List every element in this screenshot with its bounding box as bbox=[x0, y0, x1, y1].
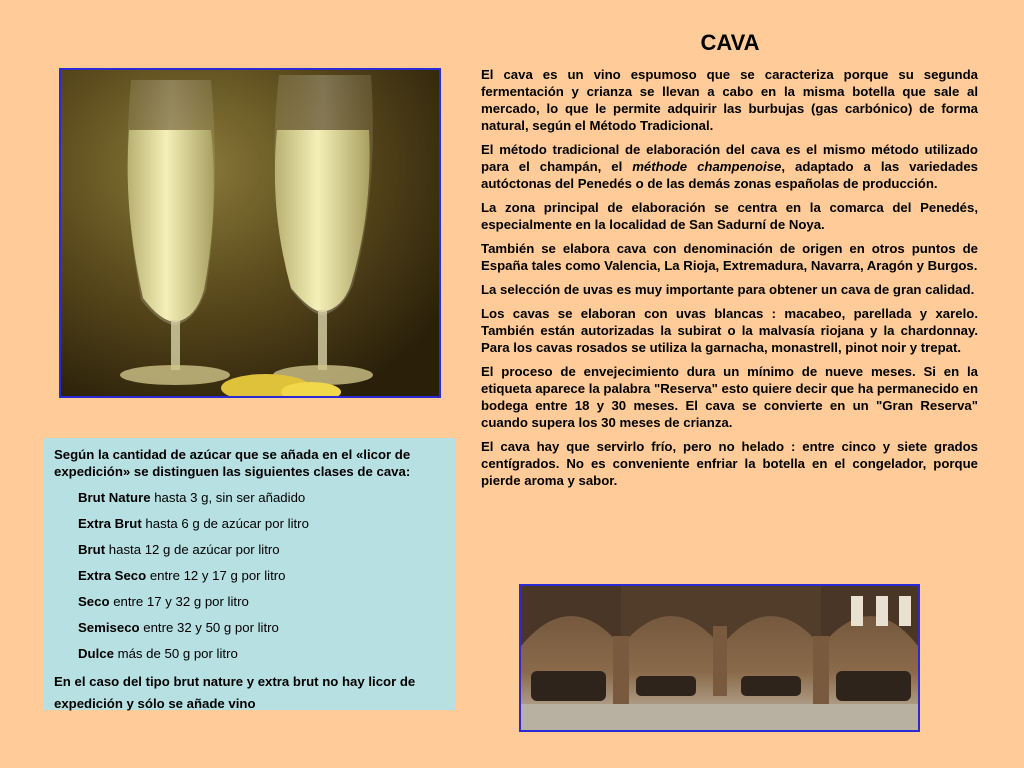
paragraph: Los cavas se elaboran con uvas blancas : macabeo, parellada y xarelo. También están autorizadas la subirat o la malvasía riojana y la chardonnay. Para los cavas rosados se utiliza la garnacha, monastrell, pinot noir y trepat. bbox=[481, 306, 978, 355]
paragraph: El cava es un vino espumoso que se caracteriza porque su segunda fermentación y crianza se llevan a cabo en la misma botella que sale al mercado, lo que le permite adquirir las burbujas (gas carbónico) de forma natural, según el Método Tradicional. bbox=[481, 67, 978, 133]
list-item: Semiseco entre 32 y 50 g por litro bbox=[78, 620, 279, 635]
paragraph-method: El método tradicional de elaboración del cava es el mismo método utilizado para el champán, el méthode champenoise, adaptado a las variedades autóctonas del Penedés o de las demás zonas españolas de producción. bbox=[481, 142, 979, 191]
list-item: Brut Nature hasta 3 g, sin ser añadido bbox=[78, 490, 306, 505]
wine-cellar-image bbox=[519, 584, 920, 732]
page-title: CAVA bbox=[700, 30, 760, 55]
article-body bbox=[481, 66, 978, 496]
paragraph: El cava hay que servirlo frío, pero no helado : entre cinco y siete grados centígrados. No es conveniente enfriar la botella en el congelador, porque pierde aroma y sabor. bbox=[481, 439, 978, 488]
list-item: Seco entre 17 y 32 g por litro bbox=[78, 594, 249, 609]
paragraph: La zona principal de elaboración se centra en la comarca del Penedés, especialmente en la localidad de San Sadurní de Noya. bbox=[481, 200, 978, 232]
list-item: Dulce más de 50 g por litro bbox=[78, 646, 238, 661]
champagne-glasses-image bbox=[59, 68, 441, 398]
list-item: Extra Brut hasta 6 g de azúcar por litro bbox=[78, 516, 309, 531]
list-item: Extra Seco entre 12 y 17 g por litro bbox=[78, 568, 286, 583]
paragraph: La selección de uvas es muy importante para obtener un cava de gran calidad. bbox=[481, 282, 975, 297]
sugar-intro: Según la cantidad de azúcar que se añada en el «licor de expedición» se distinguen las siguientes clases de cava: bbox=[54, 447, 411, 479]
paragraph: También se elabora cava con denominación de origen en otros puntos de España tales como Valencia, La Rioja, Extremadura, Navarra, Aragón y Burgos. bbox=[481, 241, 978, 273]
list-item: Brut hasta 12 g de azúcar por litro bbox=[78, 542, 280, 557]
sugar-footer: En el caso del tipo brut nature y extra brut no hay licor de expedición y sólo se añade vino bbox=[54, 674, 416, 711]
sugar-classification-box bbox=[44, 438, 455, 710]
paragraph: El proceso de envejecimiento dura un mínimo de nueve meses. Si en la etiqueta aparece la palabra "Reserva" esto quiere decir que ha permanecido en bodega entre 18 y 30 meses. El cava se convierte en un "Gran Reserva" cuando supera los 30 meses de crianza. bbox=[481, 364, 978, 430]
